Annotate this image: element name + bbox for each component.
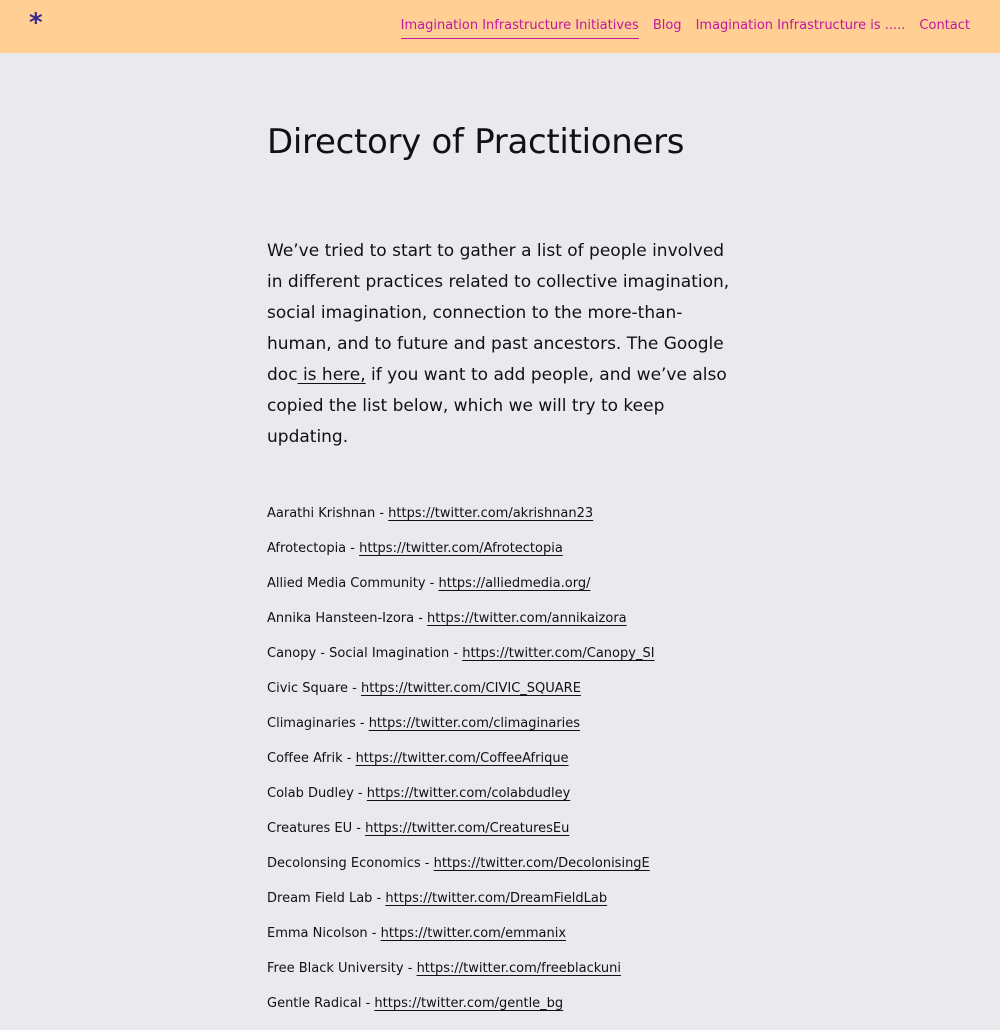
practitioner-link[interactable]: https://twitter.com/emmanix xyxy=(380,926,567,941)
practitioner-name: Decolonsing Economics - xyxy=(267,856,434,871)
practitioner-link[interactable]: https://twitter.com/DreamFieldLab xyxy=(385,891,608,906)
practitioner-name: Coffee Afrik - xyxy=(267,751,356,766)
intro-text-after: if you want to add people, and we’ve also copied the list below, which we will try to keep updating. xyxy=(267,365,727,447)
list-item xyxy=(267,680,737,715)
list-item xyxy=(267,995,737,1030)
practitioner-link[interactable]: https://twitter.com/gentle_bg xyxy=(374,996,564,1011)
practitioner-name: Annika Hansteen-Izora - xyxy=(267,611,428,626)
practitioner-name: Gentle Radical - xyxy=(267,996,375,1011)
practitioner-name: Canopy - Social Imagination - xyxy=(267,646,463,661)
page-title: Directory of Practitioners xyxy=(267,122,685,162)
nav-item-contact[interactable]: Contact xyxy=(919,18,970,33)
list-item xyxy=(267,820,737,855)
list-item xyxy=(267,505,737,540)
practitioner-link[interactable]: https://twitter.com/akrishnan23 xyxy=(388,506,594,521)
intro-paragraph xyxy=(267,236,737,453)
list-item xyxy=(267,785,737,820)
list-item xyxy=(267,610,737,645)
practitioner-name: Aarathi Krishnan - xyxy=(267,506,389,521)
practitioner-link[interactable]: https://twitter.com/Afrotectopia xyxy=(359,541,563,556)
site-logo[interactable]: * xyxy=(29,8,43,38)
list-item xyxy=(267,890,737,925)
list-item xyxy=(267,750,737,785)
practitioner-name: Colab Dudley - xyxy=(267,786,367,801)
practitioner-list xyxy=(267,505,737,1030)
practitioner-link[interactable]: https://twitter.com/CoffeeAfrique xyxy=(355,751,569,766)
practitioner-name: Free Black University - xyxy=(267,961,417,976)
main-nav xyxy=(401,17,970,39)
practitioner-name: Creatures EU - xyxy=(267,821,366,836)
practitioner-name: Allied Media Community - xyxy=(267,576,439,591)
practitioner-name: Dream Field Lab - xyxy=(267,891,386,906)
google-doc-link[interactable]: is here, xyxy=(297,365,366,385)
list-item xyxy=(267,575,737,610)
nav-item-imagination-infrastructure-is[interactable]: Imagination Infrastructure is ..... xyxy=(695,18,906,33)
practitioner-link[interactable]: https://twitter.com/CreaturesEu xyxy=(365,821,570,836)
list-item xyxy=(267,855,737,890)
list-item xyxy=(267,960,737,995)
practitioner-name: Afrotectopia - xyxy=(267,541,360,556)
practitioner-link[interactable]: https://alliedmedia.org/ xyxy=(438,576,591,591)
site-header xyxy=(0,0,1000,53)
nav-item-blog[interactable]: Blog xyxy=(652,18,682,33)
practitioner-link[interactable]: https://twitter.com/colabdudley xyxy=(366,786,571,801)
practitioner-link[interactable]: https://twitter.com/CIVIC_SQUARE xyxy=(361,681,581,696)
practitioner-name: Civic Square - xyxy=(267,681,361,696)
list-item xyxy=(267,540,737,575)
main-content xyxy=(267,120,737,1030)
list-item xyxy=(267,715,737,750)
practitioner-link[interactable]: https://twitter.com/freeblackuni xyxy=(416,961,621,976)
nav-item-initiatives[interactable]: Imagination Infrastructure Initiatives xyxy=(401,17,639,39)
intro-text-before: We’ve tried to start to gather a list of people involved in different practices related to collective imagination, social imagination, connection to the more-than-human, and to future and past ancestors. The Google doc xyxy=(267,241,730,385)
practitioner-link[interactable]: https://twitter.com/DecolonisingE xyxy=(433,856,650,871)
practitioner-link[interactable]: https://twitter.com/Canopy_SI xyxy=(462,646,655,661)
list-item xyxy=(267,925,737,960)
practitioner-link[interactable]: https://twitter.com/climaginaries xyxy=(368,716,581,731)
practitioner-name: Climaginaries - xyxy=(267,716,369,731)
practitioner-link[interactable]: https://twitter.com/annikaizora xyxy=(427,611,627,626)
practitioner-name: Emma Nicolson - xyxy=(267,926,381,941)
list-item xyxy=(267,645,737,680)
